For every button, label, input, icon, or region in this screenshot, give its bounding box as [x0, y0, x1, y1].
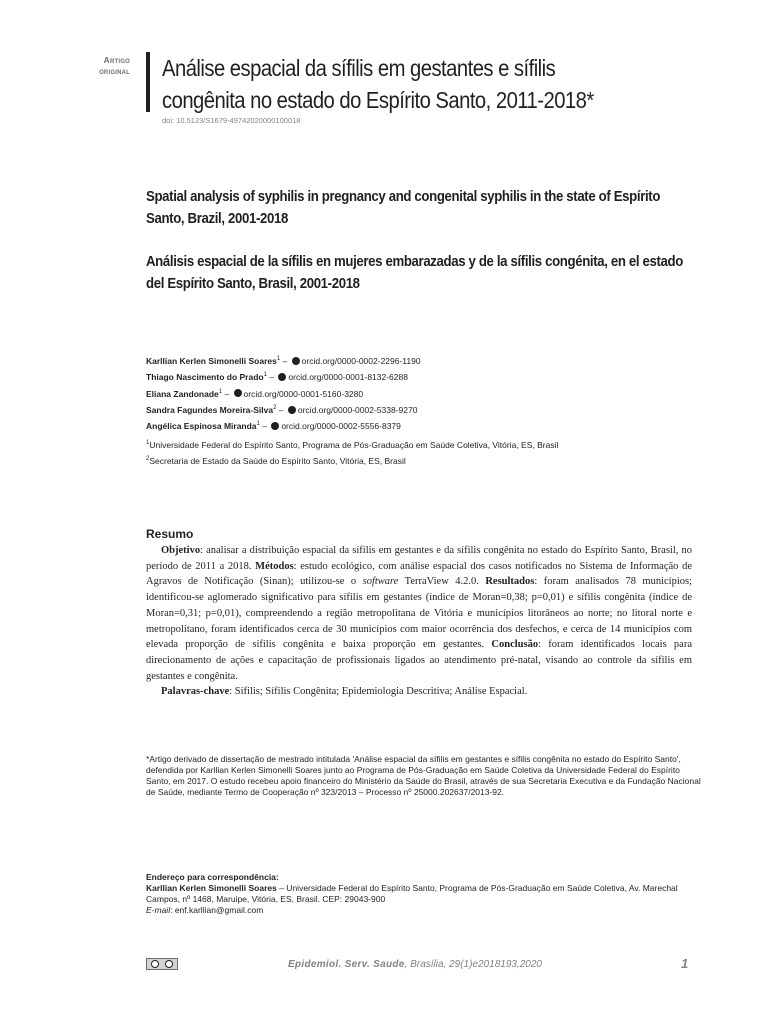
- author-affiliation-mark: 1: [263, 372, 267, 379]
- metodos-text-2: TerraView 4.2.0.: [398, 576, 486, 588]
- doi-link[interactable]: doi: 10.5123/S1679-49742020000100018: [162, 116, 301, 125]
- article-title: Análise espacial da sífilis em gestantes e sífilis congênita no estado do Espírito Santo, 2011-2018*: [162, 55, 594, 113]
- orcid-link[interactable]: orcid.org/0000-0002-5556-8379: [281, 421, 401, 432]
- orcid-icon: [288, 406, 296, 414]
- english-title: Spatial analysis of syphilis in pregnancy and congenital syphilis in the state of Espírito Santo, Brazil, 2001-2018: [146, 188, 661, 227]
- by-circle-icon: [165, 960, 173, 968]
- orcid-icon: [271, 422, 279, 430]
- author-separator: –: [259, 421, 270, 432]
- correspondence-name: Karllian Kerlen Simonelli Soares: [146, 883, 277, 893]
- cc-circle-icon: [151, 960, 159, 968]
- journal-issue: , Brasília, 29(1)e2018193,2020: [404, 959, 542, 970]
- keywords-text: : Sífilis; Sífilis Congênita; Epidemiologia Descritiva; Análise Espacial.: [229, 686, 528, 698]
- email-label: E-mail: [146, 905, 171, 915]
- author-row: [146, 401, 421, 417]
- author-separator: –: [266, 372, 277, 383]
- affiliation-text: Secretaria de Estado da Saúde do Espírito Santo, Vitória, ES, Brasil: [149, 455, 406, 466]
- article-type-line-2: original: [99, 66, 130, 76]
- correspondence-block: [146, 872, 706, 916]
- journal-name: Epidemiol. Serv. Saude: [288, 959, 405, 970]
- creative-commons-license-icon[interactable]: [146, 958, 178, 970]
- author-separator: –: [280, 355, 290, 366]
- article-type-label: [60, 55, 130, 77]
- conclusao-text: : foram identificados locais para direcionamento de ações e capacitação de profissionais ligados ao atendimento pré-natal, visando ao controle da sífilis em gestantes e congênita.: [146, 639, 692, 682]
- conclusao-label: Conclusão: [491, 639, 539, 651]
- correspondence-email: [146, 905, 706, 916]
- author-name: Eliana Zandonade: [146, 388, 219, 399]
- author-affiliation-mark: 1: [276, 356, 281, 362]
- author-separator: –: [276, 404, 286, 415]
- author-list: [146, 352, 421, 434]
- journal-citation: [288, 959, 542, 970]
- abstract-paragraph: [146, 543, 692, 684]
- author-affiliation-mark: 1: [218, 388, 223, 395]
- article-footnote: *Artigo derivado de dissertação de mestrado intitulada 'Análise espacial da sífilis em gestantes e sífilis congênita no estado do Espírito Santo', defendida por Karllian Kerlen Simonelli Soares junto ao Programa de Pós-Graduação em Saúde Coletiva da Universidade Federal do Espírito Santo, em 2017. O estudo recebeu apoio financeiro do Ministério da Saúde do Brasil, através de sua Secretaria Executiva e da Fundação Nacional de Saúde, mediante Termo de Cooperação nº 323/2013 – Processo nº 25000.202637/2013-92.: [146, 754, 701, 797]
- affiliation-text: Universidade Federal do Espírito Santo, Programa de Pós-Graduação em Saúde Coletiva, Vitória, ES, Brasil: [149, 439, 559, 450]
- author-row: [146, 368, 421, 384]
- keywords-label: Palavras-chave: [161, 686, 230, 698]
- affiliation-number: 1: [146, 440, 150, 446]
- correspondence-heading: Endereço para correspondência:: [146, 872, 279, 882]
- author-name: Karllian Kerlen Simonelli Soares: [146, 355, 277, 366]
- resultados-text: : foram analisados 78 municípios; identificou-se aglomerado significativo para sífilis em gestantes (índice de Moran=0,38; p=0,01) e sífilis congênita (índice de Moran=0,31; p=0,01), compreendendo a região metropolitana de Vitória e municípios litorâneos ao norte; no litoral norte e metropolitano, foram identificados cerca de 30 municípios com maior ocorrência dos desfechos, e cerca de 14 municípios com elevada proporção de sífilis congênita e baixa proporção em gestantes.: [146, 576, 693, 651]
- objetivo-label: Objetivo: [161, 545, 201, 556]
- title-accent-bar: [146, 52, 150, 112]
- abstract-heading: Resumo: [146, 527, 194, 541]
- orcid-icon: [234, 389, 242, 397]
- orcid-link[interactable]: orcid.org/0000-0001-8132-6288: [288, 372, 408, 383]
- author-row: [146, 417, 421, 433]
- keywords-paragraph: [146, 684, 692, 700]
- abstract-body: [146, 543, 692, 700]
- author-name: Sandra Fagundes Moreira-Silva: [146, 404, 274, 415]
- page-number: 1: [681, 956, 689, 971]
- metodos-label: Métodos: [255, 560, 294, 572]
- orcid-link[interactable]: orcid.org/0000-0002-5338-9270: [297, 404, 418, 415]
- correspondence-address: [146, 883, 706, 905]
- software-word: software: [362, 576, 399, 588]
- orcid-icon: [292, 357, 300, 365]
- author-affiliation-mark: 2: [273, 404, 277, 411]
- objetivo-text: : analisar a distribuição espacial da sífilis em gestantes e da sífilis congênita no estado do Espírito Santo, Brasil, no período de 2011 a 2018.: [146, 545, 692, 572]
- resultados-label: Resultados: [485, 576, 535, 588]
- orcid-link[interactable]: orcid.org/0000-0002-2296-1190: [301, 355, 421, 366]
- affiliation-number: 2: [146, 455, 150, 462]
- metodos-text-1: : estudo ecológico, com análise espacial dos casos notificados no Sistema de Informação de Agravos de Notificação (Sinan); utilizou-se o: [146, 560, 692, 588]
- author-separator: –: [222, 388, 232, 399]
- orcid-link[interactable]: orcid.org/0000-0001-5160-3280: [243, 388, 364, 399]
- author-name: Angélica Espinosa Miranda: [146, 421, 257, 432]
- orcid-icon: [278, 373, 286, 381]
- author-row: [146, 385, 421, 401]
- author-name: Thiago Nascimento do Prado: [146, 372, 264, 383]
- affiliation-item: [146, 436, 558, 452]
- affiliation-list: [146, 436, 558, 468]
- email-address[interactable]: : enf.karllian@gmail.com: [170, 905, 264, 915]
- author-row: [146, 352, 421, 368]
- author-affiliation-mark: 1: [256, 421, 260, 428]
- correspondence-address-text: – Universidade Federal do Espírito Santo, Programa de Pós-Graduação em Saúde Coletiva, Av. Marechal Campos, nº 1468, Maruipe, Vitória, ES, Brasil. CEP: 29043-900: [146, 883, 678, 904]
- article-type-line-1: Artigo: [103, 55, 130, 65]
- spanish-title: Análisis espacial de la sífilis en mujeres embarazadas y de la sífilis congénita, en el estado del Espírito Santo, Brasil, 2001-2018: [146, 253, 683, 292]
- affiliation-item: [146, 452, 558, 468]
